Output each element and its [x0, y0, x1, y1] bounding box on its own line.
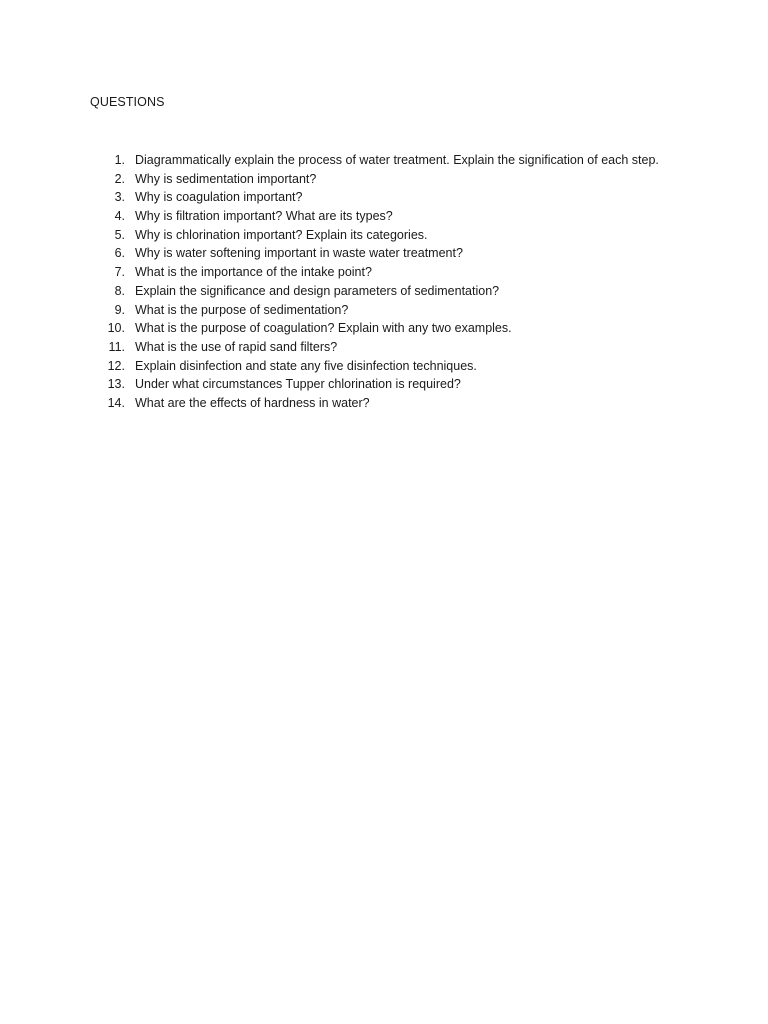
question-number: 10. [107, 321, 125, 336]
question-text: Why is water softening important in waste water treatment? [135, 246, 463, 261]
question-number: 1. [114, 153, 125, 167]
question-item [100, 375, 740, 394]
question-item [100, 338, 740, 357]
question-item [100, 319, 740, 338]
question-item [100, 394, 740, 413]
question-text: What is the importance of the intake point? [135, 265, 372, 280]
question-number: 7. [114, 265, 125, 280]
question-text: Why is sedimentation important? [135, 171, 317, 186]
question-number: 2. [114, 171, 125, 186]
question-number: 11. [108, 339, 125, 354]
question-number: 6. [114, 246, 125, 261]
question-item [100, 357, 740, 376]
question-text: Why is filtration important? What are its types? [135, 209, 393, 224]
question-number: 4. [114, 209, 125, 224]
question-item [100, 282, 740, 301]
page-heading: QUESTIONS [90, 95, 165, 109]
question-text: Diagrammatically explain the process of water treatment. Explain the signification of each step. [135, 153, 659, 167]
question-number: 9. [114, 302, 125, 317]
question-text: Why is coagulation important? [135, 190, 303, 205]
question-number: 8. [114, 283, 125, 298]
question-text: What are the effects of hardness in water? [135, 395, 370, 410]
question-item [100, 188, 740, 207]
question-item [100, 244, 740, 263]
question-text: Under what circumstances Tupper chlorination is required? [135, 377, 461, 392]
question-number: 13. [107, 377, 125, 392]
question-item [100, 170, 740, 189]
question-number: 14. [107, 395, 125, 410]
question-item [100, 263, 740, 282]
question-item [100, 226, 740, 245]
question-text: Explain disinfection and state any five disinfection techniques. [135, 358, 477, 373]
question-item [100, 151, 740, 170]
question-item [100, 207, 740, 226]
question-number: 3. [114, 190, 125, 205]
question-number: 12. [107, 358, 125, 373]
question-text: What is the use of rapid sand filters? [135, 339, 338, 354]
question-item [100, 301, 740, 320]
questions-list [100, 151, 740, 413]
question-text: Explain the significance and design parameters of sedimentation? [135, 283, 500, 298]
question-text: Why is chlorination important? Explain its categories. [135, 227, 428, 242]
question-number: 5. [114, 227, 125, 242]
question-text: What is the purpose of coagulation? Explain with any two examples. [135, 321, 512, 336]
question-text: What is the purpose of sedimentation? [135, 302, 349, 317]
